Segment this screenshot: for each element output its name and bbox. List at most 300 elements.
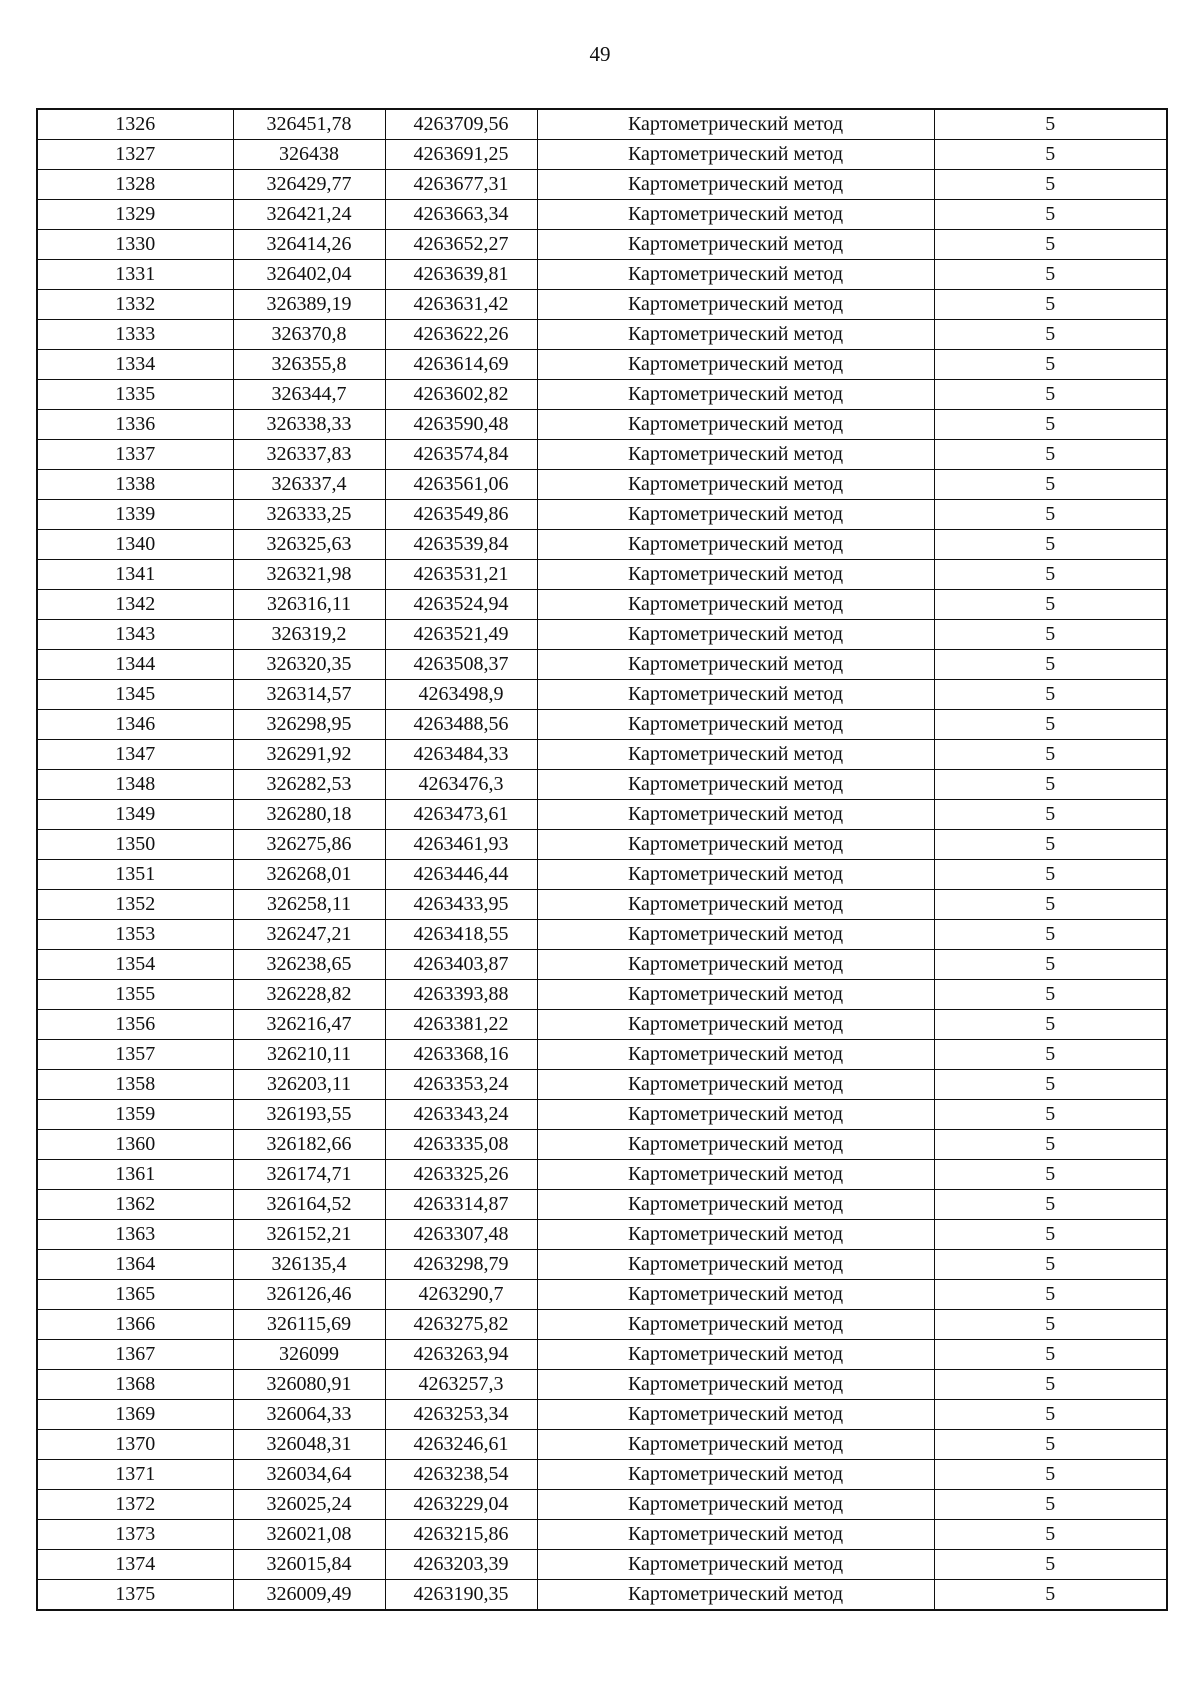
accuracy-cell: 5 <box>934 590 1167 620</box>
accuracy-cell: 5 <box>934 680 1167 710</box>
y-coordinate-cell: 4263473,61 <box>385 800 537 830</box>
accuracy-cell: 5 <box>934 1550 1167 1580</box>
method-cell: Картометрический метод <box>537 770 934 800</box>
y-coordinate-cell: 4263614,69 <box>385 350 537 380</box>
point-number-cell: 1363 <box>37 1220 233 1250</box>
table-row <box>37 470 1167 500</box>
x-coordinate-cell: 326268,01 <box>233 860 385 890</box>
accuracy-cell: 5 <box>934 1250 1167 1280</box>
point-number-cell: 1359 <box>37 1100 233 1130</box>
method-cell: Картометрический метод <box>537 1310 934 1340</box>
y-coordinate-cell: 4263691,25 <box>385 140 537 170</box>
point-number-cell: 1372 <box>37 1490 233 1520</box>
accuracy-cell: 5 <box>934 140 1167 170</box>
point-number-cell: 1338 <box>37 470 233 500</box>
x-coordinate-cell: 326174,71 <box>233 1160 385 1190</box>
x-coordinate-cell: 326238,65 <box>233 950 385 980</box>
point-number-cell: 1366 <box>37 1310 233 1340</box>
table-row <box>37 1340 1167 1370</box>
x-coordinate-cell: 326319,2 <box>233 620 385 650</box>
x-coordinate-cell: 326291,92 <box>233 740 385 770</box>
y-coordinate-cell: 4263539,84 <box>385 530 537 560</box>
x-coordinate-cell: 326064,33 <box>233 1400 385 1430</box>
method-cell: Картометрический метод <box>537 1340 934 1370</box>
y-coordinate-cell: 4263229,04 <box>385 1490 537 1520</box>
accuracy-cell: 5 <box>934 170 1167 200</box>
y-coordinate-cell: 4263622,26 <box>385 320 537 350</box>
table-row <box>37 170 1167 200</box>
table-row <box>37 440 1167 470</box>
x-coordinate-cell: 326370,8 <box>233 320 385 350</box>
method-cell: Картометрический метод <box>537 260 934 290</box>
method-cell: Картометрический метод <box>537 890 934 920</box>
point-number-cell: 1344 <box>37 650 233 680</box>
accuracy-cell: 5 <box>934 1070 1167 1100</box>
table-row <box>37 410 1167 440</box>
accuracy-cell: 5 <box>934 1220 1167 1250</box>
y-coordinate-cell: 4263368,16 <box>385 1040 537 1070</box>
accuracy-cell: 5 <box>934 620 1167 650</box>
point-number-cell: 1368 <box>37 1370 233 1400</box>
point-number-cell: 1374 <box>37 1550 233 1580</box>
table-row <box>37 530 1167 560</box>
accuracy-cell: 5 <box>934 230 1167 260</box>
x-coordinate-cell: 326258,11 <box>233 890 385 920</box>
method-cell: Картометрический метод <box>537 140 934 170</box>
y-coordinate-cell: 4263381,22 <box>385 1010 537 1040</box>
x-coordinate-cell: 326228,82 <box>233 980 385 1010</box>
point-number-cell: 1357 <box>37 1040 233 1070</box>
accuracy-cell: 5 <box>934 980 1167 1010</box>
y-coordinate-cell: 4263275,82 <box>385 1310 537 1340</box>
table-row <box>37 950 1167 980</box>
method-cell: Картометрический метод <box>537 1130 934 1160</box>
point-number-cell: 1327 <box>37 140 233 170</box>
table-row <box>37 320 1167 350</box>
y-coordinate-cell: 4263446,44 <box>385 860 537 890</box>
accuracy-cell: 5 <box>934 320 1167 350</box>
method-cell: Картометрический метод <box>537 1490 934 1520</box>
accuracy-cell: 5 <box>934 800 1167 830</box>
method-cell: Картометрический метод <box>537 410 934 440</box>
table-row <box>37 740 1167 770</box>
method-cell: Картометрический метод <box>537 1070 934 1100</box>
y-coordinate-cell: 4263663,34 <box>385 200 537 230</box>
table-row <box>37 109 1167 140</box>
x-coordinate-cell: 326216,47 <box>233 1010 385 1040</box>
y-coordinate-cell: 4263393,88 <box>385 980 537 1010</box>
accuracy-cell: 5 <box>934 950 1167 980</box>
point-number-cell: 1350 <box>37 830 233 860</box>
x-coordinate-cell: 326126,46 <box>233 1280 385 1310</box>
method-cell: Картометрический метод <box>537 740 934 770</box>
table-row <box>37 1220 1167 1250</box>
point-number-cell: 1369 <box>37 1400 233 1430</box>
x-coordinate-cell: 326451,78 <box>233 109 385 140</box>
table-row <box>37 860 1167 890</box>
y-coordinate-cell: 4263549,86 <box>385 500 537 530</box>
accuracy-cell: 5 <box>934 1520 1167 1550</box>
x-coordinate-cell: 326320,35 <box>233 650 385 680</box>
x-coordinate-cell: 326080,91 <box>233 1370 385 1400</box>
page-number: 49 <box>589 42 611 66</box>
point-number-cell: 1360 <box>37 1130 233 1160</box>
table-row <box>37 650 1167 680</box>
method-cell: Картометрический метод <box>537 860 934 890</box>
method-cell: Картометрический метод <box>537 920 934 950</box>
y-coordinate-cell: 4263238,54 <box>385 1460 537 1490</box>
point-number-cell: 1361 <box>37 1160 233 1190</box>
y-coordinate-cell: 4263590,48 <box>385 410 537 440</box>
x-coordinate-cell: 326333,25 <box>233 500 385 530</box>
table-row <box>37 800 1167 830</box>
x-coordinate-cell: 326193,55 <box>233 1100 385 1130</box>
table-row <box>37 200 1167 230</box>
accuracy-cell: 5 <box>934 1130 1167 1160</box>
accuracy-cell: 5 <box>934 1010 1167 1040</box>
x-coordinate-cell: 326115,69 <box>233 1310 385 1340</box>
method-cell: Картометрический метод <box>537 560 934 590</box>
method-cell: Картометрический метод <box>537 1100 934 1130</box>
point-number-cell: 1371 <box>37 1460 233 1490</box>
table-row <box>37 1430 1167 1460</box>
y-coordinate-cell: 4263290,7 <box>385 1280 537 1310</box>
x-coordinate-cell: 326048,31 <box>233 1430 385 1460</box>
table-row <box>37 1280 1167 1310</box>
method-cell: Картометрический метод <box>537 320 934 350</box>
point-number-cell: 1351 <box>37 860 233 890</box>
x-coordinate-cell: 326164,52 <box>233 1190 385 1220</box>
y-coordinate-cell: 4263307,48 <box>385 1220 537 1250</box>
method-cell: Картометрический метод <box>537 1220 934 1250</box>
accuracy-cell: 5 <box>934 260 1167 290</box>
point-number-cell: 1328 <box>37 170 233 200</box>
table-row <box>37 710 1167 740</box>
method-cell: Картометрический метод <box>537 440 934 470</box>
table-row <box>37 830 1167 860</box>
point-number-cell: 1358 <box>37 1070 233 1100</box>
point-number-cell: 1340 <box>37 530 233 560</box>
accuracy-cell: 5 <box>934 1460 1167 1490</box>
x-coordinate-cell: 326152,21 <box>233 1220 385 1250</box>
x-coordinate-cell: 326280,18 <box>233 800 385 830</box>
accuracy-cell: 5 <box>934 500 1167 530</box>
y-coordinate-cell: 4263631,42 <box>385 290 537 320</box>
method-cell: Картометрический метод <box>537 350 934 380</box>
table-row <box>37 770 1167 800</box>
point-number-cell: 1330 <box>37 230 233 260</box>
accuracy-cell: 5 <box>934 1040 1167 1070</box>
method-cell: Картометрический метод <box>537 1160 934 1190</box>
method-cell: Картометрический метод <box>537 170 934 200</box>
y-coordinate-cell: 4263353,24 <box>385 1070 537 1100</box>
method-cell: Картометрический метод <box>537 1520 934 1550</box>
y-coordinate-cell: 4263298,79 <box>385 1250 537 1280</box>
table-row <box>37 1160 1167 1190</box>
y-coordinate-cell: 4263476,3 <box>385 770 537 800</box>
point-number-cell: 1347 <box>37 740 233 770</box>
accuracy-cell: 5 <box>934 1400 1167 1430</box>
accuracy-cell: 5 <box>934 440 1167 470</box>
y-coordinate-cell: 4263498,9 <box>385 680 537 710</box>
y-coordinate-cell: 4263508,37 <box>385 650 537 680</box>
y-coordinate-cell: 4263246,61 <box>385 1430 537 1460</box>
x-coordinate-cell: 326314,57 <box>233 680 385 710</box>
x-coordinate-cell: 326337,4 <box>233 470 385 500</box>
point-number-cell: 1345 <box>37 680 233 710</box>
y-coordinate-cell: 4263561,06 <box>385 470 537 500</box>
accuracy-cell: 5 <box>934 890 1167 920</box>
x-coordinate-cell: 326275,86 <box>233 830 385 860</box>
y-coordinate-cell: 4263257,3 <box>385 1370 537 1400</box>
x-coordinate-cell: 326298,95 <box>233 710 385 740</box>
y-coordinate-cell: 4263652,27 <box>385 230 537 260</box>
accuracy-cell: 5 <box>934 1370 1167 1400</box>
accuracy-cell: 5 <box>934 290 1167 320</box>
method-cell: Картометрический метод <box>537 1370 934 1400</box>
table-row <box>37 680 1167 710</box>
accuracy-cell: 5 <box>934 1490 1167 1520</box>
point-number-cell: 1370 <box>37 1430 233 1460</box>
x-coordinate-cell: 326316,11 <box>233 590 385 620</box>
x-coordinate-cell: 326355,8 <box>233 350 385 380</box>
y-coordinate-cell: 4263190,35 <box>385 1580 537 1611</box>
accuracy-cell: 5 <box>934 530 1167 560</box>
accuracy-cell: 5 <box>934 920 1167 950</box>
table-row <box>37 230 1167 260</box>
method-cell: Картометрический метод <box>537 1040 934 1070</box>
point-number-cell: 1329 <box>37 200 233 230</box>
x-coordinate-cell: 326182,66 <box>233 1130 385 1160</box>
point-number-cell: 1362 <box>37 1190 233 1220</box>
point-number-cell: 1332 <box>37 290 233 320</box>
method-cell: Картометрический метод <box>537 980 934 1010</box>
accuracy-cell: 5 <box>934 1430 1167 1460</box>
table-row <box>37 1550 1167 1580</box>
y-coordinate-cell: 4263263,94 <box>385 1340 537 1370</box>
accuracy-cell: 5 <box>934 710 1167 740</box>
point-number-cell: 1367 <box>37 1340 233 1370</box>
method-cell: Картометрический метод <box>537 500 934 530</box>
method-cell: Картометрический метод <box>537 290 934 320</box>
accuracy-cell: 5 <box>934 1340 1167 1370</box>
table-row <box>37 890 1167 920</box>
y-coordinate-cell: 4263418,55 <box>385 920 537 950</box>
method-cell: Картометрический метод <box>537 1010 934 1040</box>
x-coordinate-cell: 326135,4 <box>233 1250 385 1280</box>
x-coordinate-cell: 326247,21 <box>233 920 385 950</box>
point-number-cell: 1355 <box>37 980 233 1010</box>
method-cell: Картометрический метод <box>537 1400 934 1430</box>
accuracy-cell: 5 <box>934 200 1167 230</box>
table-row <box>37 290 1167 320</box>
point-number-cell: 1336 <box>37 410 233 440</box>
method-cell: Картометрический метод <box>537 620 934 650</box>
point-number-cell: 1348 <box>37 770 233 800</box>
method-cell: Картометрический метод <box>537 530 934 560</box>
accuracy-cell: 5 <box>934 380 1167 410</box>
point-number-cell: 1356 <box>37 1010 233 1040</box>
y-coordinate-cell: 4263343,24 <box>385 1100 537 1130</box>
table-row <box>37 1130 1167 1160</box>
y-coordinate-cell: 4263639,81 <box>385 260 537 290</box>
method-cell: Картометрический метод <box>537 230 934 260</box>
table-row <box>37 1190 1167 1220</box>
accuracy-cell: 5 <box>934 1580 1167 1611</box>
point-number-cell: 1339 <box>37 500 233 530</box>
y-coordinate-cell: 4263203,39 <box>385 1550 537 1580</box>
x-coordinate-cell: 326338,33 <box>233 410 385 440</box>
table-row <box>37 920 1167 950</box>
x-coordinate-cell: 326099 <box>233 1340 385 1370</box>
x-coordinate-cell: 326344,7 <box>233 380 385 410</box>
x-coordinate-cell: 326009,49 <box>233 1580 385 1611</box>
table-row <box>37 1520 1167 1550</box>
x-coordinate-cell: 326325,63 <box>233 530 385 560</box>
table-row <box>37 1310 1167 1340</box>
y-coordinate-cell: 4263433,95 <box>385 890 537 920</box>
accuracy-cell: 5 <box>934 650 1167 680</box>
coordinates-table <box>36 108 1168 1611</box>
point-number-cell: 1352 <box>37 890 233 920</box>
method-cell: Картометрический метод <box>537 109 934 140</box>
table-row <box>37 1100 1167 1130</box>
method-cell: Картометрический метод <box>537 1550 934 1580</box>
table-row <box>37 620 1167 650</box>
method-cell: Картометрический метод <box>537 1460 934 1490</box>
point-number-cell: 1335 <box>37 380 233 410</box>
accuracy-cell: 5 <box>934 1190 1167 1220</box>
y-coordinate-cell: 4263531,21 <box>385 560 537 590</box>
table-row <box>37 1460 1167 1490</box>
accuracy-cell: 5 <box>934 470 1167 500</box>
table-row <box>37 380 1167 410</box>
table-row <box>37 1040 1167 1070</box>
x-coordinate-cell: 326429,77 <box>233 170 385 200</box>
y-coordinate-cell: 4263602,82 <box>385 380 537 410</box>
x-coordinate-cell: 326282,53 <box>233 770 385 800</box>
coordinates-table-body <box>37 109 1167 1610</box>
accuracy-cell: 5 <box>934 830 1167 860</box>
y-coordinate-cell: 4263335,08 <box>385 1130 537 1160</box>
method-cell: Картометрический метод <box>537 590 934 620</box>
point-number-cell: 1342 <box>37 590 233 620</box>
method-cell: Картометрический метод <box>537 1190 934 1220</box>
table-row <box>37 1070 1167 1100</box>
table-row <box>37 260 1167 290</box>
table-row <box>37 350 1167 380</box>
x-coordinate-cell: 326021,08 <box>233 1520 385 1550</box>
point-number-cell: 1349 <box>37 800 233 830</box>
method-cell: Картометрический метод <box>537 1280 934 1310</box>
point-number-cell: 1341 <box>37 560 233 590</box>
method-cell: Картометрический метод <box>537 710 934 740</box>
method-cell: Картометрический метод <box>537 470 934 500</box>
point-number-cell: 1331 <box>37 260 233 290</box>
x-coordinate-cell: 326337,83 <box>233 440 385 470</box>
accuracy-cell: 5 <box>934 109 1167 140</box>
x-coordinate-cell: 326025,24 <box>233 1490 385 1520</box>
point-number-cell: 1353 <box>37 920 233 950</box>
point-number-cell: 1333 <box>37 320 233 350</box>
y-coordinate-cell: 4263484,33 <box>385 740 537 770</box>
method-cell: Картометрический метод <box>537 1430 934 1460</box>
point-number-cell: 1364 <box>37 1250 233 1280</box>
y-coordinate-cell: 4263574,84 <box>385 440 537 470</box>
table-row <box>37 1250 1167 1280</box>
y-coordinate-cell: 4263677,31 <box>385 170 537 200</box>
accuracy-cell: 5 <box>934 1280 1167 1310</box>
table-row <box>37 1580 1167 1611</box>
table-row <box>37 1490 1167 1520</box>
method-cell: Картометрический метод <box>537 200 934 230</box>
point-number-cell: 1373 <box>37 1520 233 1550</box>
y-coordinate-cell: 4263253,34 <box>385 1400 537 1430</box>
accuracy-cell: 5 <box>934 740 1167 770</box>
table-row <box>37 1010 1167 1040</box>
table-row <box>37 980 1167 1010</box>
accuracy-cell: 5 <box>934 560 1167 590</box>
method-cell: Картометрический метод <box>537 950 934 980</box>
point-number-cell: 1326 <box>37 109 233 140</box>
x-coordinate-cell: 326402,04 <box>233 260 385 290</box>
x-coordinate-cell: 326438 <box>233 140 385 170</box>
point-number-cell: 1343 <box>37 620 233 650</box>
point-number-cell: 1346 <box>37 710 233 740</box>
x-coordinate-cell: 326414,26 <box>233 230 385 260</box>
table-row <box>37 140 1167 170</box>
method-cell: Картометрический метод <box>537 680 934 710</box>
y-coordinate-cell: 4263403,87 <box>385 950 537 980</box>
point-number-cell: 1365 <box>37 1280 233 1310</box>
accuracy-cell: 5 <box>934 410 1167 440</box>
y-coordinate-cell: 4263325,26 <box>385 1160 537 1190</box>
x-coordinate-cell: 326015,84 <box>233 1550 385 1580</box>
x-coordinate-cell: 326389,19 <box>233 290 385 320</box>
y-coordinate-cell: 4263314,87 <box>385 1190 537 1220</box>
table-row <box>37 560 1167 590</box>
y-coordinate-cell: 4263709,56 <box>385 109 537 140</box>
accuracy-cell: 5 <box>934 1310 1167 1340</box>
point-number-cell: 1334 <box>37 350 233 380</box>
method-cell: Картометрический метод <box>537 830 934 860</box>
point-number-cell: 1337 <box>37 440 233 470</box>
x-coordinate-cell: 326321,98 <box>233 560 385 590</box>
table-row <box>37 1370 1167 1400</box>
accuracy-cell: 5 <box>934 1160 1167 1190</box>
x-coordinate-cell: 326034,64 <box>233 1460 385 1490</box>
point-number-cell: 1375 <box>37 1580 233 1611</box>
x-coordinate-cell: 326421,24 <box>233 200 385 230</box>
method-cell: Картометрический метод <box>537 650 934 680</box>
y-coordinate-cell: 4263521,49 <box>385 620 537 650</box>
table-row <box>37 590 1167 620</box>
y-coordinate-cell: 4263215,86 <box>385 1520 537 1550</box>
x-coordinate-cell: 326203,11 <box>233 1070 385 1100</box>
method-cell: Картометрический метод <box>537 1580 934 1611</box>
method-cell: Картометрический метод <box>537 380 934 410</box>
accuracy-cell: 5 <box>934 770 1167 800</box>
accuracy-cell: 5 <box>934 860 1167 890</box>
method-cell: Картометрический метод <box>537 1250 934 1280</box>
accuracy-cell: 5 <box>934 1100 1167 1130</box>
table-row <box>37 500 1167 530</box>
y-coordinate-cell: 4263488,56 <box>385 710 537 740</box>
point-number-cell: 1354 <box>37 950 233 980</box>
table-row <box>37 1400 1167 1430</box>
accuracy-cell: 5 <box>934 350 1167 380</box>
y-coordinate-cell: 4263524,94 <box>385 590 537 620</box>
